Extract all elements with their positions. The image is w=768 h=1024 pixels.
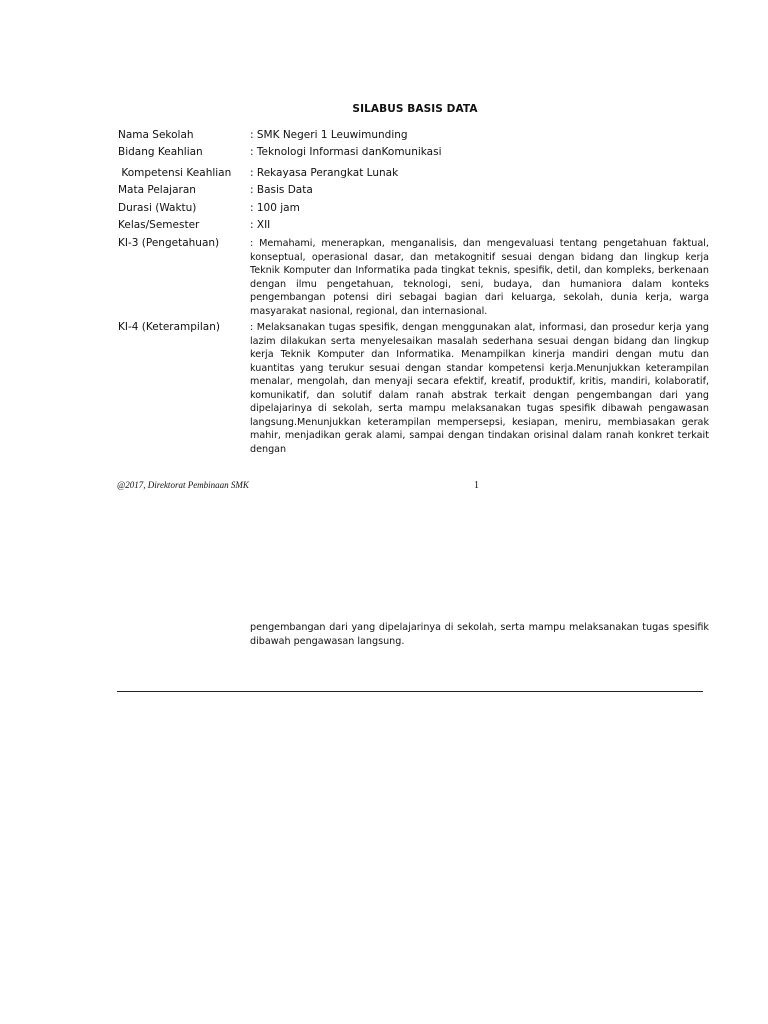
paragraph-ki3: : Memahami, menerapkan, menganalisis, dan mengevaluasi tentang pengetahuan faktual, konseptual, operasional dasar, dan metakognitif sesuai dengan bidang dan lingkup kerja Teknik Komputer dan Informatika pada tingkat teknis, spesifik, detil, dan kompleks, berkenaan dengan ilmu pengetahuan, teknologi, seni, budaya, dan humaniora dalam konteks pengembangan potensi diri sebagai bagian dari keluarga, sekolah, dunia kerja, warga masyarakat nasional, regional, dan internasional. (250, 238, 709, 317)
label-kelas-semester: Kelas/Semester (118, 219, 200, 231)
label-nama-sekolah: Nama Sekolah (118, 129, 194, 141)
value-nama-sekolah: : SMK Negeri 1 Leuwimunding (250, 129, 408, 141)
footer-copyright: @2017, Direktorat Pembinaan SMK (117, 480, 249, 490)
value-durasi: : 100 jam (250, 202, 300, 214)
footer-page-number: 1 (474, 480, 479, 491)
label-ki3: KI-3 (Pengetahuan) (118, 237, 220, 249)
label-durasi: Durasi (Waktu) (118, 202, 197, 214)
document-title: SILABUS BASIS DATA (352, 103, 478, 115)
label-ki4: KI-4 (Keterampilan) (118, 321, 220, 333)
value-mata-pelajaran: : Basis Data (250, 184, 313, 196)
value-kelas-semester: : XII (250, 219, 271, 231)
value-bidang-keahlian: : Teknologi Informasi danKomunikasi (250, 146, 442, 158)
label-mata-pelajaran: Mata Pelajaran (118, 184, 196, 196)
paragraph-ki4: : Melaksanakan tugas spesifik, dengan menggunakan alat, informasi, dan prosedur kerja yang lazim dilakukan serta menyelesaikan masalah sederhana sesuai dengan bidang dan lingkup kerja Teknik Komputer dan Informatika. Menampilkan kinerja mandiri dengan mutu dan kuantitas yang terukur sesuai dengan standar kompetensi kerja.Menunjukkan keterampilan menalar, mengolah, dan menyaji secara efektif, kreatif, produktif, kritis, mandiri, kolaboratif, komunikatif, dan solutif dalam ranah abstrak terkait dengan pengembangan dari yang dipelajarinya di sekolah, serta mampu melaksanakan tugas spesifik dibawah pengawasan langsung.Menunjukkan keterampilan mempersepsi, kesiapan, meniru, membiasakan gerak mahir, menjadikan gerak alami, sampai dengan tindakan orisinal dalam ranah konkret terkait dengan (250, 322, 709, 455)
label-bidang-keahlian: Bidang Keahlian (118, 146, 203, 158)
paragraph-ki4-continuation: pengembangan dari yang dipelajarinya di sekolah, serta mampu melaksanakan tugas spesifik dibawah pengawasan langsung. (250, 622, 709, 647)
value-kompetensi-keahlian: : Rekayasa Perangkat Lunak (250, 167, 399, 179)
label-kompetensi-keahlian: Kompetensi Keahlian (118, 167, 232, 179)
page-divider-line (117, 691, 703, 692)
